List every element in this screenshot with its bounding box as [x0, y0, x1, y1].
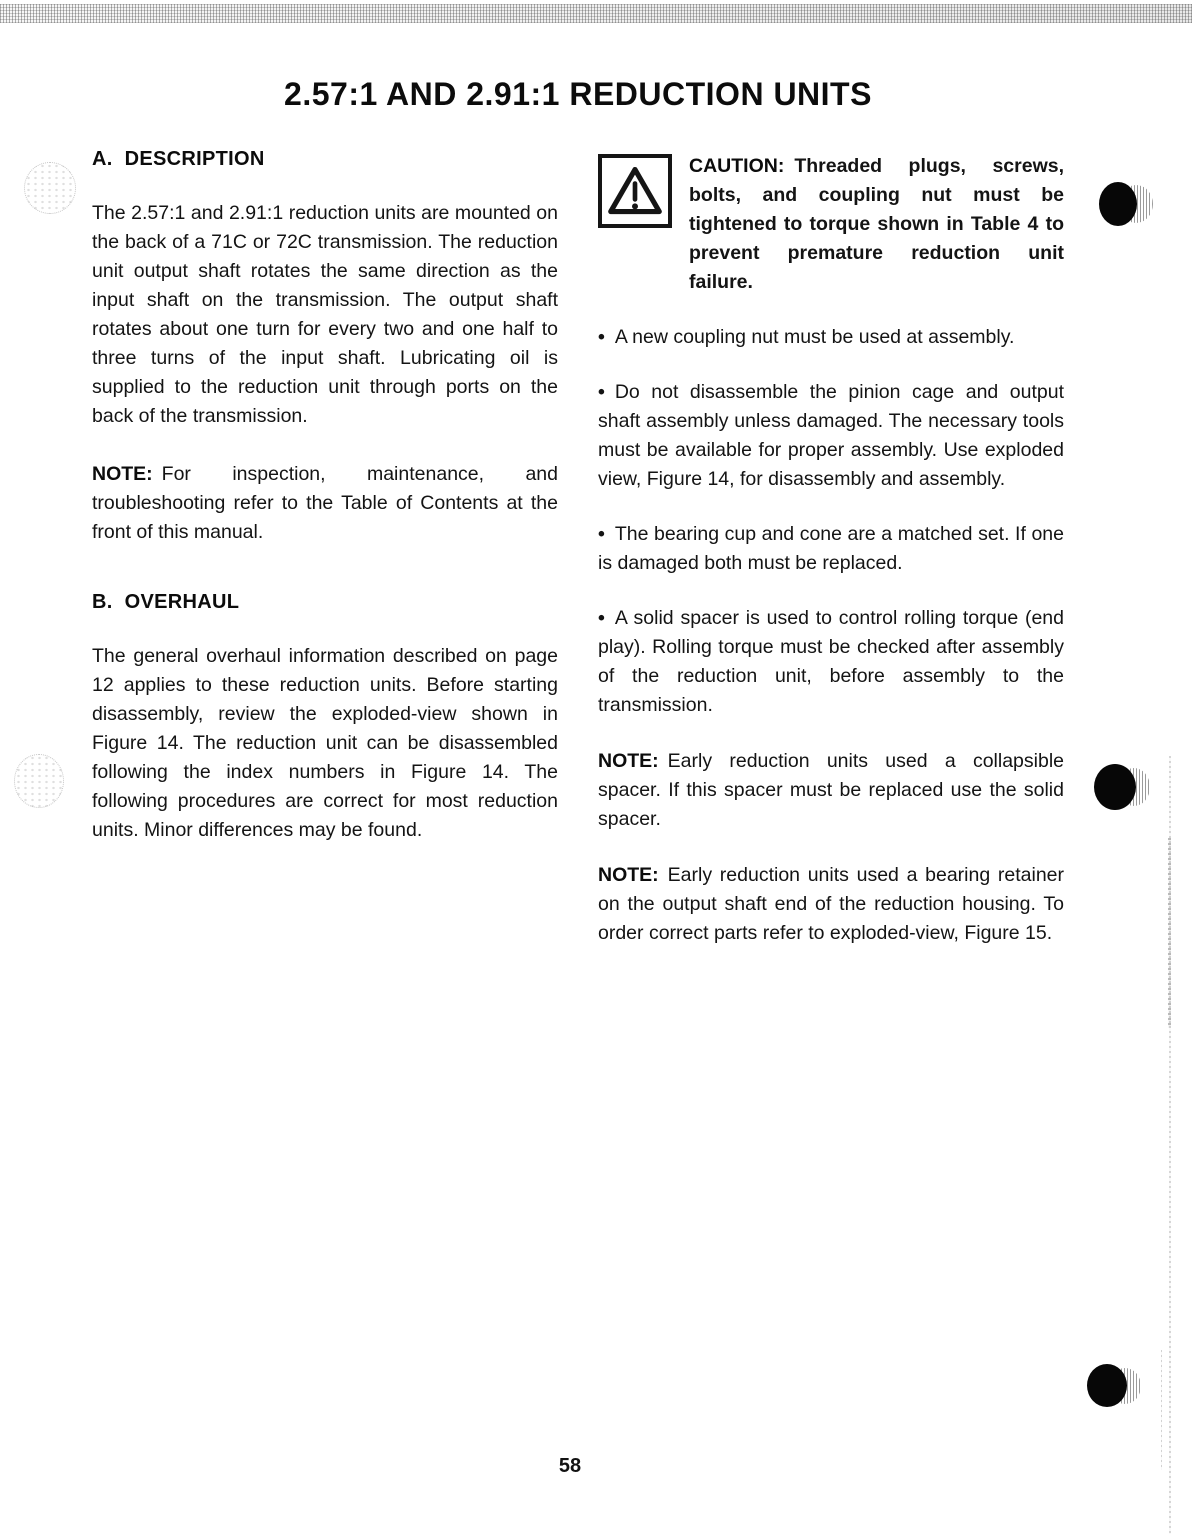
note-label: NOTE: — [92, 463, 153, 485]
section-b-heading — [92, 591, 558, 614]
scan-edge-line — [1161, 1350, 1162, 1470]
note-text: Early reduction units used a collapsible spacer. If this spacer must be replaced use the solid spacer. — [598, 750, 1064, 830]
section-b-prefix: B. — [92, 591, 113, 613]
page-number: 58 — [558, 1455, 582, 1477]
bullet-item — [598, 520, 1064, 578]
punch-hole-ghost — [14, 754, 64, 808]
left-column — [92, 148, 558, 845]
bullet-icon: • — [598, 326, 605, 348]
note-label: NOTE: — [598, 864, 659, 886]
bullet-text: A new coupling nut must be used at assembly. — [614, 326, 1015, 348]
section-b-label: OVERHAUL — [124, 591, 240, 613]
warning-triangle-icon — [598, 154, 672, 228]
scan-edge-line — [1168, 838, 1171, 1028]
section-a-label: DESCRIPTION — [124, 148, 265, 170]
bullet-icon: • — [598, 381, 605, 403]
bullet-text: The bearing cup and cone are a matched set. If one is damaged both must be replaced. — [598, 523, 1064, 574]
bullet-item — [598, 323, 1064, 352]
description-paragraph: The 2.57:1 and 2.91:1 reduction units are mounted on the back of a 71C or 72C transmission. The reduction unit output shaft rotates the same direction as the input shaft on the transmission. The output shaft rotates about one turn for every two and one half to three turns of the input shaft. Lubricating oil is supplied to the reduction unit through ports on the back of the transmission. — [92, 202, 558, 427]
right-column — [598, 152, 1064, 948]
caution-paragraph — [689, 152, 1064, 297]
section-a-prefix: A. — [92, 148, 113, 170]
note-text: For inspection, maintenance, and troubleshooting refer to the Table of Contents at the front of this manual. — [92, 463, 558, 543]
bullet-item — [598, 604, 1064, 720]
overhaul-paragraph: The general overhaul information described on page 12 applies to these reduction units. Before starting disassembly, review the exploded-view shown in Figure 14. The reduction unit can be disassembled following the index numbers in Figure 14. The following procedures are correct for most reduction units. Minor differences may be found. — [92, 645, 558, 841]
punch-hole-ghost — [24, 162, 76, 214]
scan-noise-band — [0, 4, 1192, 23]
bullet-text: Do not disassemble the pinion cage and output shaft assembly unless damaged. The necessary tools must be available for proper assembly. Use exploded view, Figure 14, for disassembly and assembly. — [598, 381, 1064, 490]
note-collapsible-spacer — [598, 747, 1064, 834]
section-a-heading — [92, 148, 558, 171]
caution-label: CAUTION: — [689, 155, 785, 177]
note-bearing-retainer — [598, 861, 1064, 948]
bullet-icon: • — [598, 523, 605, 545]
bullet-text: A solid spacer is used to control rolling torque (end play). Rolling torque must be checked after assembly of the reduction unit, before assembly to the transmission. — [598, 607, 1064, 716]
bullet-item — [598, 378, 1064, 494]
caution-text: Threaded plugs, screws, bolts, and coupling nut must be tightened to torque shown in Table 4 to prevent premature reduction unit failure. — [689, 155, 1064, 293]
caution-block — [598, 152, 1064, 297]
note-label: NOTE: — [598, 750, 659, 772]
note-inspection — [92, 460, 558, 547]
bullet-icon: • — [598, 607, 605, 629]
page-title: 2.57:1 AND 2.91:1 REDUCTION UNITS — [284, 76, 872, 112]
note-text: Early reduction units used a bearing retainer on the output shaft end of the reduction housing. To order correct parts refer to exploded-view, Figure 15. — [598, 864, 1064, 944]
